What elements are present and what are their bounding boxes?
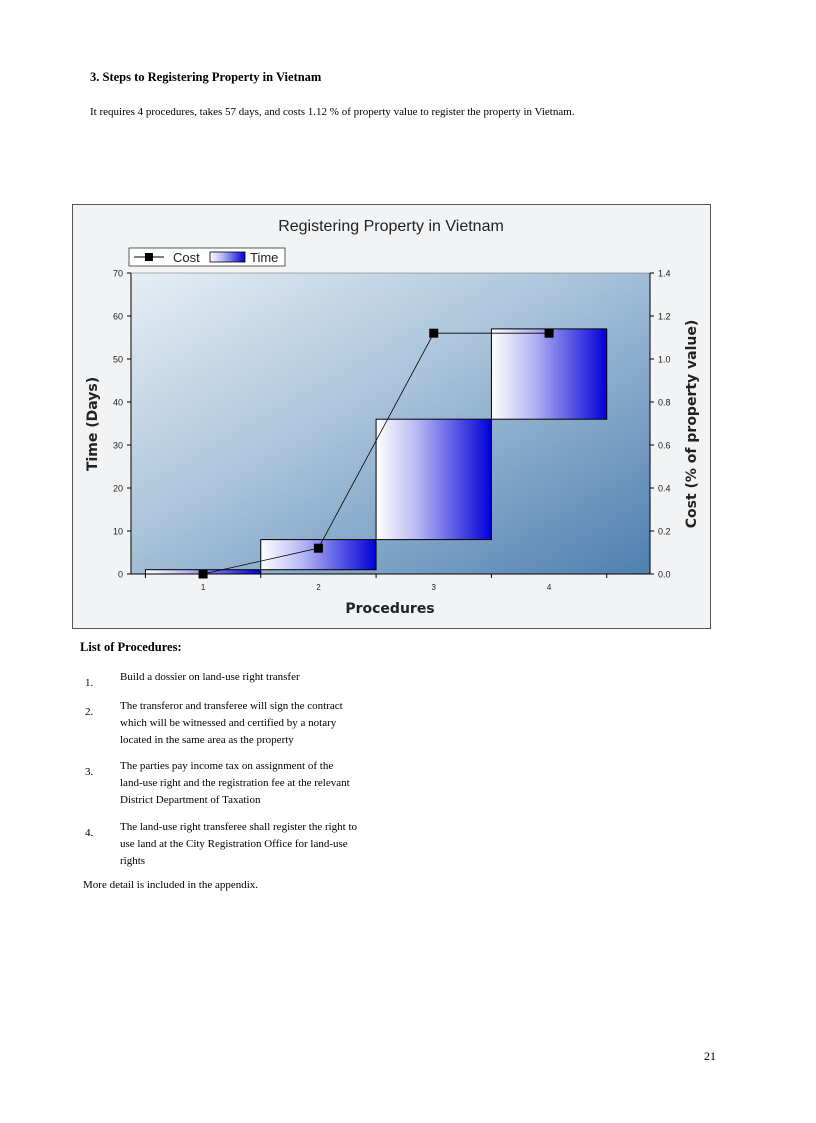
time-bar	[491, 329, 606, 419]
procedure-line: use land at the City Registration Office for land-use	[120, 838, 348, 850]
legend-cost-label: Cost	[173, 250, 200, 265]
page-number: 21	[704, 1049, 716, 1063]
cost-point	[429, 329, 438, 338]
procedure-line: The parties pay income tax on assignment of the	[120, 760, 334, 772]
y-tick-label: 60	[112, 311, 123, 322]
x-tick-label: 1	[200, 583, 206, 592]
legend-time-label: Time	[250, 250, 279, 265]
cost-point	[199, 570, 208, 579]
procedure-text	[120, 698, 385, 749]
y2-tick-label: 0.8	[658, 397, 671, 408]
procedure-number: 3.	[85, 766, 94, 778]
y2-tick-label: 0.2	[658, 526, 671, 537]
x-axis-title: Procedures	[345, 601, 435, 617]
procedure-line: located in the same area as the property	[120, 734, 294, 746]
procedure-number: 2.	[85, 706, 94, 718]
procedure-number: 1.	[85, 677, 94, 689]
y2-tick-label: 0.6	[658, 440, 671, 451]
y2-tick-label: 1.0	[658, 354, 671, 365]
y-tick-label: 0	[117, 569, 123, 580]
y2-tick-label: 1.2	[658, 311, 671, 322]
procedure-text	[120, 758, 385, 809]
cost-point	[314, 544, 323, 553]
appendix-note: More detail is included in the appendix.	[83, 879, 259, 891]
chart-canvas	[73, 205, 710, 628]
procedure-line: District Department of Taxation	[120, 794, 261, 806]
x-tick-label: 3	[431, 583, 436, 592]
legend-time-swatch	[210, 252, 245, 262]
chart-registering-property	[72, 204, 711, 629]
procedure-line: Build a dossier on land-use right transfer	[120, 671, 300, 683]
y2-tick-label: 1.4	[658, 268, 671, 279]
procedure-text	[120, 819, 385, 870]
y-tick-label: 40	[112, 397, 123, 408]
procedure-line: The transferor and transferee will sign the contract	[120, 700, 343, 712]
y-tick-label: 50	[112, 354, 123, 365]
intro-paragraph: It requires 4 procedures, takes 57 days, and costs 1.12 % of property value to register the property in Vietnam.	[90, 106, 575, 118]
time-bar	[376, 419, 491, 539]
procedure-line: which will be witnessed and certified by a notary	[120, 717, 337, 729]
x-tick-label: 4	[546, 583, 552, 592]
procedure-line: rights	[120, 855, 146, 867]
y-axis-title: Time (Days)	[85, 376, 101, 472]
y2-tick-label: 0.4	[658, 483, 671, 494]
procedure-line: land-use right and the registration fee at the relevant	[120, 777, 350, 789]
y2-axis-title: Cost (% of property value)	[684, 319, 700, 529]
cost-point	[545, 329, 554, 338]
legend-cost-marker	[145, 253, 153, 261]
y-tick-label: 70	[112, 268, 123, 279]
section-heading: 3. Steps to Registering Property in Vietnam	[90, 70, 322, 84]
y2-tick-label: 0.0	[658, 569, 671, 580]
chart-legend	[129, 248, 285, 266]
chart-title: Registering Property in Vietnam	[278, 218, 504, 235]
procedure-line: The land-use right transferee shall register the right to	[120, 821, 358, 833]
list-heading: List of Procedures:	[80, 640, 182, 654]
procedure-text	[120, 669, 385, 686]
y-tick-label: 30	[112, 440, 123, 451]
y-tick-label: 10	[112, 526, 123, 537]
x-tick-label: 2	[316, 583, 321, 592]
procedure-number: 4.	[85, 827, 94, 839]
y-tick-label: 20	[112, 483, 123, 494]
